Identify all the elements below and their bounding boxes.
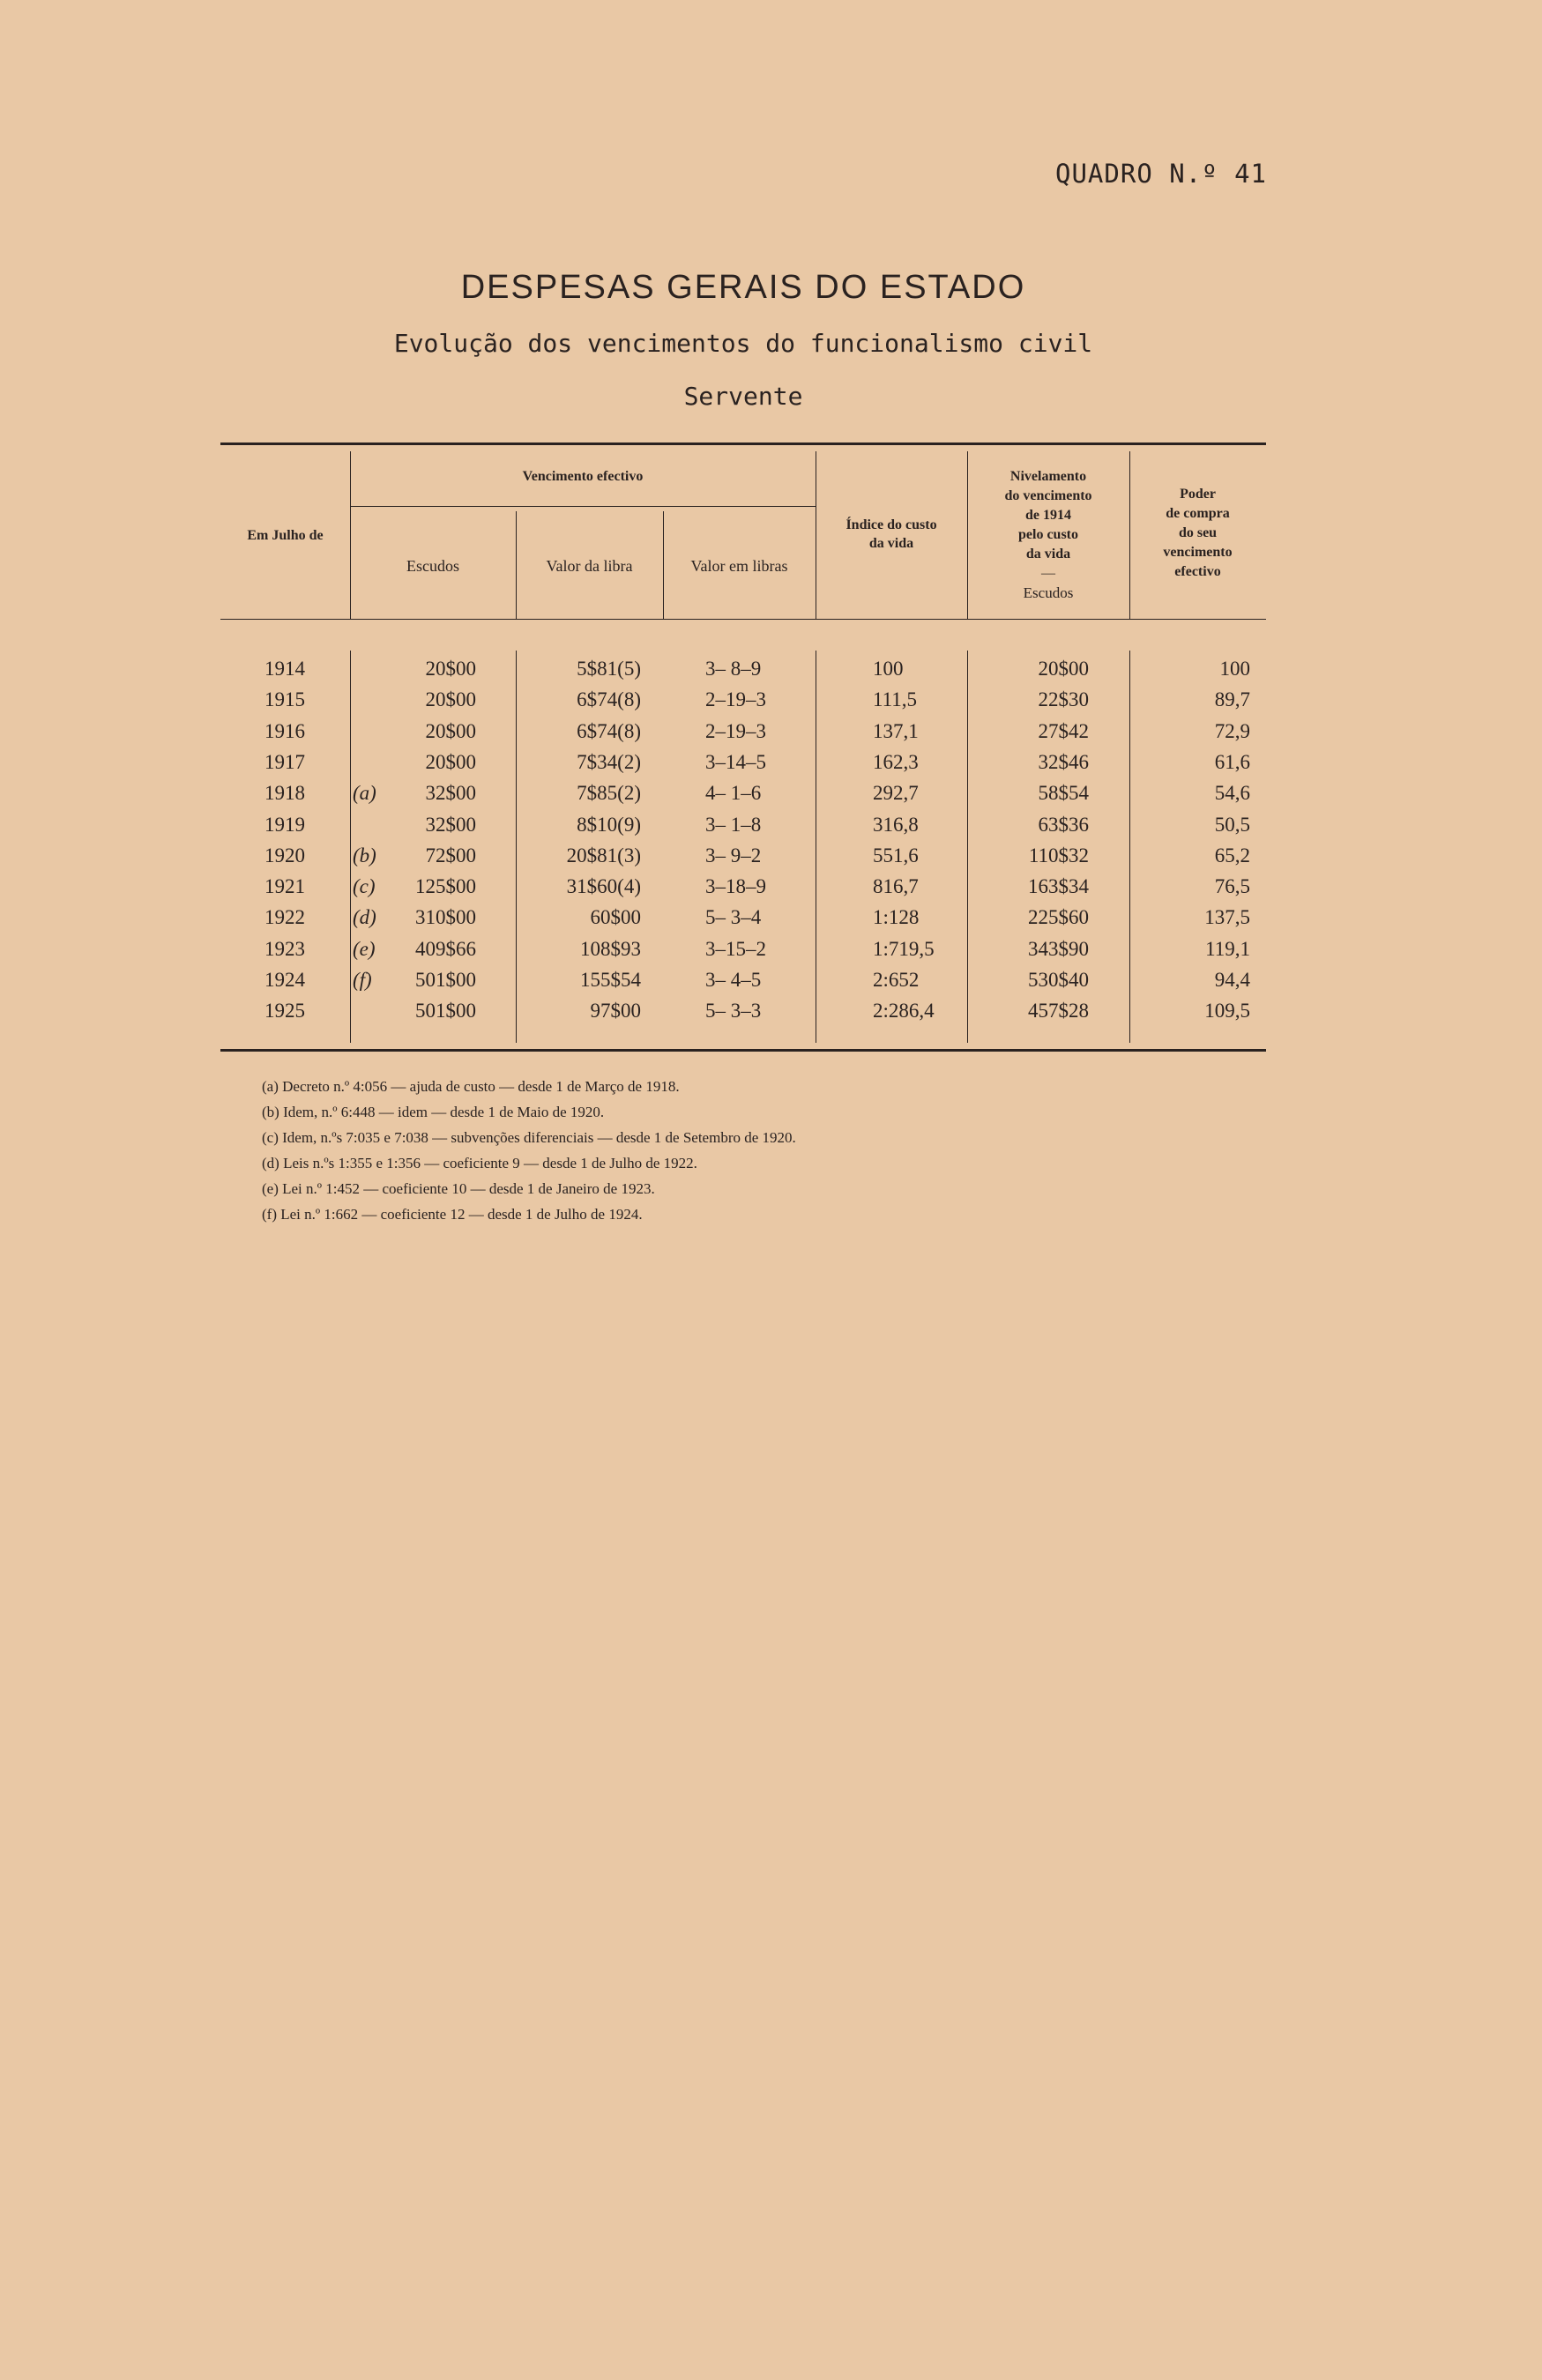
cell-valor-libras: 3–15–2 xyxy=(705,937,766,960)
cell-valor-libras: 3– 4–5 xyxy=(705,969,762,991)
cell-nivelamento: 63$36 xyxy=(1038,813,1089,836)
cell-indice: 162,3 xyxy=(873,750,919,773)
cell-escudos: 20$00 xyxy=(425,658,476,680)
cell-valor-libra: 6$74(8) xyxy=(577,719,641,742)
cell-year: 1915 xyxy=(264,688,305,711)
cell-valor-libra: 7$85(2) xyxy=(577,782,641,805)
cell-escudos: 501$00 xyxy=(415,1000,476,1023)
header-nivelamento-line: da vida xyxy=(1025,547,1071,562)
cell-poder: 72,9 xyxy=(1214,719,1250,742)
header-valor-em-libras: Valor em libras xyxy=(690,557,788,575)
table-header-rule xyxy=(220,619,1266,620)
cell-escudos: 125$00 xyxy=(415,875,476,898)
cell-indice: 1:128 xyxy=(873,906,920,929)
cell-valor-libra: 108$93 xyxy=(580,937,641,960)
cell-escudos: 20$00 xyxy=(425,719,476,742)
cell-indice: 2:652 xyxy=(873,969,920,991)
cell-poder: 65,2 xyxy=(1214,844,1250,866)
cell-note: (b) xyxy=(353,844,376,866)
cell-poder: 137,5 xyxy=(1204,906,1250,929)
cell-nivelamento: 457$28 xyxy=(1028,1000,1089,1023)
cell-valor-libra: 5$81(5) xyxy=(577,658,641,680)
cell-valor-libra: 7$34(2) xyxy=(577,750,641,773)
cell-poder: 89,7 xyxy=(1214,688,1250,711)
cell-note: (c) xyxy=(353,875,376,898)
cell-indice: 111,5 xyxy=(873,688,918,711)
group-underline xyxy=(350,506,816,507)
cell-note: (f) xyxy=(353,969,372,991)
header-nivelamento-line: de 1914 xyxy=(1025,508,1071,523)
footnote: (b) Idem, n.º 6:448 — idem — desde 1 de Maio de 1920. xyxy=(262,1104,605,1120)
cell-year: 1919 xyxy=(264,813,305,836)
header-poder-line: de compra xyxy=(1166,506,1230,521)
cell-indice: 2:286,4 xyxy=(873,1000,935,1023)
cell-valor-libra: 155$54 xyxy=(580,969,641,991)
header-indice-line: Índice do custo xyxy=(845,517,937,532)
cell-nivelamento: 22$30 xyxy=(1038,688,1089,711)
header-poder-line: do seu xyxy=(1178,525,1218,540)
header-escudos: Escudos xyxy=(406,557,459,575)
cell-escudos: 20$00 xyxy=(425,688,476,711)
cell-escudos: 501$00 xyxy=(415,969,476,991)
cell-valor-libras: 2–19–3 xyxy=(705,688,766,711)
header-em-julho: Em Julho de xyxy=(247,528,324,543)
cell-year: 1922 xyxy=(264,906,305,929)
footnote: (f) Lei n.º 1:662 — coeficiente 12 — desde 1 de Julho de 1924. xyxy=(262,1206,643,1223)
cell-valor-libras: 3–14–5 xyxy=(705,750,766,773)
cell-year: 1923 xyxy=(264,937,305,960)
cell-nivelamento: 163$34 xyxy=(1028,875,1089,898)
cell-year: 1921 xyxy=(264,875,305,898)
cell-nivelamento: 530$40 xyxy=(1028,969,1089,991)
page-subtitle: Evolução dos vencimentos do funcionalismo civil xyxy=(393,329,1093,358)
cell-valor-libra: 8$10(9) xyxy=(577,813,641,836)
body-vline xyxy=(1129,651,1130,1043)
cell-indice: 100 xyxy=(873,658,904,680)
cell-escudos: 72$00 xyxy=(425,844,476,866)
cell-poder: 119,1 xyxy=(1205,937,1250,960)
cell-note: (d) xyxy=(353,906,376,929)
cell-note: (a) xyxy=(353,782,376,805)
body-vline xyxy=(967,651,968,1043)
cell-valor-libra: 20$81(3) xyxy=(566,844,641,866)
cell-year: 1916 xyxy=(264,719,305,742)
table-top-rule xyxy=(220,443,1266,445)
cell-poder: 109,5 xyxy=(1204,1000,1250,1023)
cell-valor-libras: 3– 9–2 xyxy=(705,844,762,866)
header-nivelamento-line: — xyxy=(1041,566,1055,581)
cell-year: 1914 xyxy=(264,658,305,680)
header-vencimento-efectivo: Vencimento efectivo xyxy=(522,469,644,484)
cell-valor-libra: 31$60(4) xyxy=(566,875,641,898)
footnote: (c) Idem, n.ºs 7:035 e 7:038 — subvenções diferenciais — desde 1 de Setembro de 1920. xyxy=(262,1129,796,1146)
header-poder-line: Poder xyxy=(1180,487,1216,502)
cell-indice: 137,1 xyxy=(873,719,919,742)
cell-valor-libras: 5– 3–3 xyxy=(705,1000,762,1023)
cell-poder: 50,5 xyxy=(1214,813,1250,836)
header-nivelamento xyxy=(967,467,1129,603)
cell-poder: 76,5 xyxy=(1214,875,1250,898)
cell-nivelamento: 343$90 xyxy=(1028,937,1089,960)
cell-escudos: 32$00 xyxy=(425,813,476,836)
header-poder-compra xyxy=(1129,485,1266,582)
cell-year: 1918 xyxy=(264,782,305,805)
cell-year: 1920 xyxy=(264,844,305,866)
cell-escudos: 310$00 xyxy=(415,906,476,929)
cell-indice: 551,6 xyxy=(873,844,919,866)
footnote: (e) Lei n.º 1:452 — coeficiente 10 — desde 1 de Janeiro de 1923. xyxy=(262,1180,655,1197)
cell-escudos: 32$00 xyxy=(425,782,476,805)
cell-valor-libras: 3– 8–9 xyxy=(705,658,762,680)
cell-valor-libras: 4– 1–6 xyxy=(705,782,762,805)
cell-year: 1925 xyxy=(264,1000,305,1023)
footnote: (a) Decreto n.º 4:056 — ajuda de custo — desde 1 de Março de 1918. xyxy=(262,1078,680,1095)
cell-nivelamento: 58$54 xyxy=(1038,782,1089,805)
header-nivelamento-line: Escudos xyxy=(1023,584,1074,601)
cell-valor-libras: 3–18–9 xyxy=(705,875,766,898)
cell-nivelamento: 27$42 xyxy=(1038,719,1089,742)
header-nivelamento-line: pelo custo xyxy=(1018,527,1078,542)
header-nivelamento-line: do vencimento xyxy=(1004,488,1092,503)
cell-valor-libra: 60$00 xyxy=(590,906,641,929)
cell-valor-libras: 3– 1–8 xyxy=(705,813,762,836)
cell-nivelamento: 20$00 xyxy=(1038,658,1089,680)
cell-valor-libra: 6$74(8) xyxy=(577,688,641,711)
cell-indice: 1:719,5 xyxy=(873,937,935,960)
cell-year: 1924 xyxy=(264,969,305,991)
body-vline xyxy=(516,651,517,1043)
category-label: Servente xyxy=(683,382,803,411)
table-bottom-rule xyxy=(220,1049,1266,1052)
cell-poder: 54,6 xyxy=(1214,782,1250,805)
quadro-number: QUADRO N.º 41 xyxy=(1055,159,1267,189)
cell-nivelamento: 225$60 xyxy=(1028,906,1089,929)
page-title: DESPESAS GERAIS DO ESTADO xyxy=(460,269,1026,306)
cell-indice: 316,8 xyxy=(873,813,919,836)
footnote: (d) Leis n.ºs 1:355 e 1:356 — coeficiente 9 — desde 1 de Julho de 1922. xyxy=(262,1155,697,1171)
footnotes xyxy=(262,1074,796,1227)
cell-nivelamento: 32$46 xyxy=(1038,750,1089,773)
cell-year: 1917 xyxy=(264,750,305,773)
cell-valor-libras: 5– 3–4 xyxy=(705,906,762,929)
header-poder-line: efectivo xyxy=(1174,564,1221,579)
cell-note: (e) xyxy=(353,937,376,960)
header-nivelamento-line: Nivelamento xyxy=(1009,469,1087,484)
cell-valor-libras: 2–19–3 xyxy=(705,719,766,742)
header-valor-libra: Valor da libra xyxy=(546,557,633,575)
header-indice-line: da vida xyxy=(868,536,914,551)
cell-poder: 94,4 xyxy=(1214,969,1250,991)
cell-valor-libra: 97$00 xyxy=(590,1000,641,1023)
cell-indice: 292,7 xyxy=(873,782,919,805)
cell-escudos: 20$00 xyxy=(425,750,476,773)
cell-poder: 100 xyxy=(1219,658,1250,680)
header-indice xyxy=(816,516,967,553)
cell-nivelamento: 110$32 xyxy=(1028,844,1089,866)
header-poder-line: vencimento xyxy=(1163,545,1233,560)
cell-escudos: 409$66 xyxy=(415,937,476,960)
cell-poder: 61,6 xyxy=(1214,750,1250,773)
body-vline xyxy=(350,651,351,1043)
cell-indice: 816,7 xyxy=(873,875,919,898)
